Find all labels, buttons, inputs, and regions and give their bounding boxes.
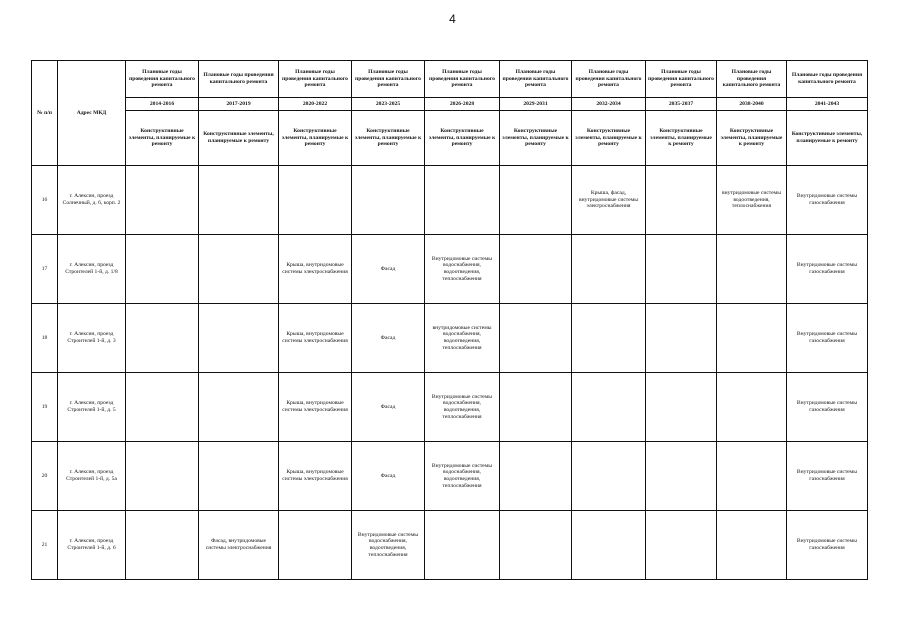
row-repair-elements (500, 235, 572, 304)
row-address: г. Алексин, проезд Строителей 1-й, д. 5а (58, 442, 126, 511)
table-row (32, 373, 868, 442)
row-repair-elements (279, 166, 352, 235)
header-planned-years: Плановые годы проведения капитального ремонта (279, 61, 352, 98)
row-repair-elements: Внутридомовые системы газоснабжения (787, 373, 868, 442)
row-repair-elements (717, 511, 787, 580)
row-address: г. Алексин, проезд Строителей 1-й, д. 3 (58, 304, 126, 373)
table-row (32, 304, 868, 373)
row-repair-elements (500, 166, 572, 235)
row-repair-elements (717, 442, 787, 511)
header-planned-years: Плановые годы проведения капитального ремонта (717, 61, 787, 98)
row-number: 21 (32, 511, 58, 580)
row-repair-elements: Крыша, внутридомовые системы электроснабжения (279, 373, 352, 442)
row-repair-elements: Внутридомовые системы водоснабжения, водоотведения, теплоснабжения (425, 235, 500, 304)
row-repair-elements: Фасад, внутридомовые системы электроснабжения (199, 511, 279, 580)
page-number: 4 (449, 12, 456, 26)
row-number: 19 (32, 373, 58, 442)
row-repair-elements: Внутридомовые системы газоснабжения (787, 304, 868, 373)
header-elements: Конструктивные элементы, планируемые к ремонту (126, 111, 199, 166)
row-repair-elements (646, 373, 717, 442)
row-repair-elements (126, 235, 199, 304)
row-repair-elements (500, 442, 572, 511)
header-planned-years: Плановые годы проведения капитального ремонта (126, 61, 199, 98)
header-period: 2032-2034 (572, 98, 646, 111)
row-repair-elements (572, 304, 646, 373)
header-elements: Конструктивные элементы, планируемые к ремонту (199, 111, 279, 166)
row-address: г. Алексин, проезд Строителей 1-й, д. 5 (58, 373, 126, 442)
row-number: 20 (32, 442, 58, 511)
header-row-planned (32, 61, 868, 98)
header-period: 2038-2040 (717, 98, 787, 111)
header-period: 2023-2025 (352, 98, 425, 111)
row-repair-elements (500, 373, 572, 442)
header-planned-years: Плановые годы проведения капитального ремонта (787, 61, 868, 98)
header-planned-years: Плановые годы проведения капитального ремонта (199, 61, 279, 98)
row-repair-elements: Внутридомовые системы водоснабжения, водоотведения, теплоснабжения (352, 511, 425, 580)
header-period: 2020-2022 (279, 98, 352, 111)
row-repair-elements (199, 373, 279, 442)
row-number: 16 (32, 166, 58, 235)
header-elements: Конструктивные элементы, планируемые к ремонту (500, 111, 572, 166)
row-repair-elements (572, 373, 646, 442)
row-repair-elements (500, 511, 572, 580)
table-row (32, 442, 868, 511)
header-elements: Конструктивные элементы, планируемые к ремонту (572, 111, 646, 166)
row-repair-elements (646, 166, 717, 235)
header-period: 2017-2019 (199, 98, 279, 111)
row-repair-elements (646, 511, 717, 580)
header-elements: Конструктивные элементы, планируемые к ремонту (425, 111, 500, 166)
row-repair-elements: Внутридомовые системы водоснабжения, водоотведения, теплоснабжения (425, 442, 500, 511)
table-row (32, 511, 868, 580)
row-repair-elements (199, 304, 279, 373)
capital-repair-plan-table (31, 60, 868, 580)
header-period: 2029-2031 (500, 98, 572, 111)
header-planned-years: Плановые годы проведения капитального ремонта (572, 61, 646, 98)
header-period: 2035-2037 (646, 98, 717, 111)
row-repair-elements: Внутридомовые системы газоснабжения (787, 442, 868, 511)
row-address: г. Алексин, проезд Строителей 1-й, д. 1/8 (58, 235, 126, 304)
row-repair-elements (199, 442, 279, 511)
row-repair-elements: Фасад (352, 373, 425, 442)
row-repair-elements (126, 304, 199, 373)
row-repair-elements: Внутридомовые системы водоснабжения, водоотведения, теплоснабжения (425, 373, 500, 442)
table-row (32, 166, 868, 235)
row-repair-elements (717, 373, 787, 442)
row-repair-elements: внутридомовые системы водоснабжения, водоотведения, теплоснабжения (425, 304, 500, 373)
row-repair-elements (717, 304, 787, 373)
row-repair-elements: Внутридомовые системы газоснабжения (787, 166, 868, 235)
row-repair-elements: Фасад (352, 442, 425, 511)
header-planned-years: Плановые годы проведения капитального ремонта (646, 61, 717, 98)
header-elements: Конструктивные элементы, планируемые к ремонту (717, 111, 787, 166)
row-repair-elements (646, 442, 717, 511)
header-elements: Конструктивные элементы, планируемые к ремонту (646, 111, 717, 166)
header-address: Адрес МКД (58, 61, 126, 166)
header-elements: Конструктивные элементы, планируемые к ремонту (279, 111, 352, 166)
header-period: 2041-2043 (787, 98, 868, 111)
row-number: 17 (32, 235, 58, 304)
row-number: 18 (32, 304, 58, 373)
row-repair-elements (199, 235, 279, 304)
table-row (32, 235, 868, 304)
header-period: 2014-2016 (126, 98, 199, 111)
row-repair-elements (572, 511, 646, 580)
row-repair-elements (352, 166, 425, 235)
row-repair-elements (572, 235, 646, 304)
row-repair-elements: Крыша, внутридомовые системы электроснабжения (279, 235, 352, 304)
row-repair-elements (126, 511, 199, 580)
row-repair-elements: Внутридомовые системы газоснабжения (787, 235, 868, 304)
header-elements: Конструктивные элементы, планируемые к ремонту (352, 111, 425, 166)
row-address: г. Алексин, проезд Строителей 1-й, д. 6 (58, 511, 126, 580)
header-planned-years: Плановые годы проведения капитального ремонта (352, 61, 425, 98)
row-repair-elements: Внутридомовые системы газоснабжения (787, 511, 868, 580)
row-repair-elements (199, 166, 279, 235)
row-repair-elements (572, 442, 646, 511)
row-repair-elements (500, 304, 572, 373)
row-repair-elements: внутридомовые системы водоотведения, теплоснабжения (717, 166, 787, 235)
header-row-elements (32, 111, 868, 166)
row-repair-elements (126, 166, 199, 235)
header-row-years (32, 98, 868, 111)
row-repair-elements (126, 442, 199, 511)
header-elements: Конструктивные элементы, планируемые к ремонту (787, 111, 868, 166)
header-period: 2026-2028 (425, 98, 500, 111)
row-repair-elements (425, 511, 500, 580)
row-repair-elements (279, 511, 352, 580)
row-repair-elements: Крыша, фасад, внутридомовые системы электроснабжения (572, 166, 646, 235)
header-planned-years: Плановые годы проведения капитального ремонта (500, 61, 572, 98)
row-address: г. Алексин, проезд Солнечный, д. 6, корп. 2 (58, 166, 126, 235)
row-repair-elements (425, 166, 500, 235)
row-repair-elements: Фасад (352, 304, 425, 373)
row-repair-elements: Фасад (352, 235, 425, 304)
table-body (32, 166, 868, 580)
row-repair-elements (126, 373, 199, 442)
row-repair-elements: Крыша, внутридомовые системы электроснабжения (279, 442, 352, 511)
header-number: № п/п (32, 61, 58, 166)
row-repair-elements: Крыша, внутридомовые системы электроснабжения (279, 304, 352, 373)
row-repair-elements (717, 235, 787, 304)
header-planned-years: Плановые годы проведения капитального ремонта (425, 61, 500, 98)
row-repair-elements (646, 304, 717, 373)
row-repair-elements (646, 235, 717, 304)
